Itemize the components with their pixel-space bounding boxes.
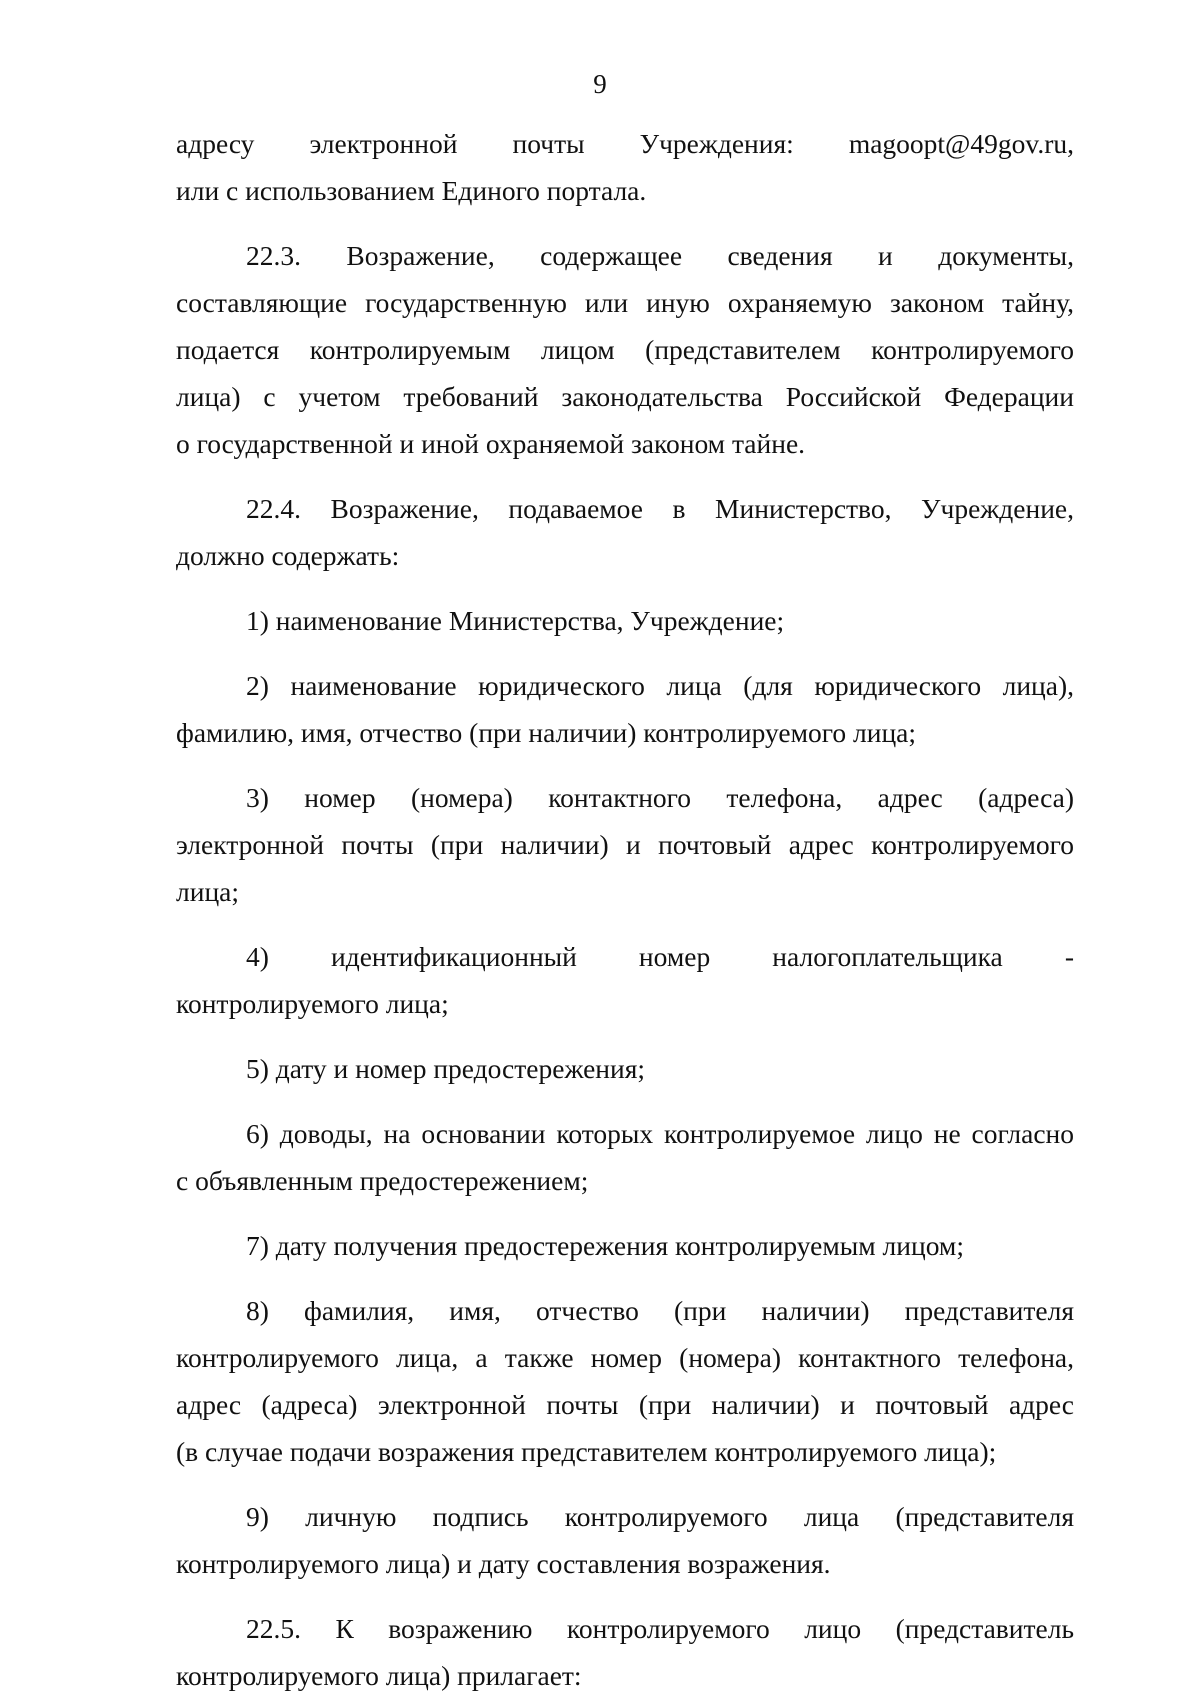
text-line: фамилию, имя, отчество (при наличии) контролируемого лица; [176,717,917,748]
text-line: 1) наименование Министерства, Учреждение; [246,605,785,636]
page-number: 9 [593,69,607,99]
paragraph-gap [176,467,1074,485]
text-line: 9) личную подпись контролируемого лица (представителя [246,1501,1074,1532]
text-line: лица) с учетом требований законодательства Российской Федерации [176,381,1074,412]
paragraph-gap [176,1092,1074,1110]
paragraph-gap [176,214,1074,232]
text-line: 4) идентификационный номер налогоплательщика - [246,941,1074,972]
text-line: (в случае подачи возражения представителем контролируемого лица); [176,1436,997,1467]
paragraph-gap [176,1027,1074,1045]
paragraph-gap [176,1587,1074,1605]
paragraph-gap [176,1204,1074,1222]
text-line: 22.5. К возражению контролируемого лицо (представитель [246,1613,1074,1644]
text-line: 22.3. Возражение, содержащее сведения и документы, [246,240,1074,271]
text-line: 3) номер (номера) контактного телефона, адрес (адреса) [246,782,1074,813]
text-line: адрес (адреса) электронной почты (при наличии) и почтовый адрес [176,1389,1074,1420]
text-line: контролируемого лица, а также номер (номера) контактного телефона, [176,1342,1074,1373]
paragraph-gap [176,579,1074,597]
text-line: подается контролируемым лицом (представителем контролируемого [176,334,1074,365]
paragraph-gap [176,756,1074,774]
text-line: лица; [176,876,240,907]
text-line: 8) фамилия, имя, отчество (при наличии) представителя [246,1295,1074,1326]
paragraph-gap [176,644,1074,662]
text-line: или с использованием Единого портала. [176,175,647,206]
text-line: 5) дату и номер предостережения; [246,1053,646,1084]
text-line: адресу электронной почты Учреждения: magoopt@49gov.ru, [176,128,1074,159]
text-line: с объявленным предостережением; [176,1165,589,1196]
text-line: контролируемого лица; [176,988,449,1019]
paragraph-gap [176,915,1074,933]
text-line: контролируемого лица) прилагает: [176,1660,582,1691]
text-line: составляющие государственную или иную охраняемую законом тайну, [176,287,1074,318]
text-line: электронной почты (при наличии) и почтовый адрес контролируемого [176,829,1074,860]
text-line: должно содержать: [176,540,400,571]
text-line: 6) доводы, на основании которых контролируемое лицо не согласно [246,1118,1074,1149]
text-line: 7) дату получения предостережения контролируемым лицом; [246,1230,964,1261]
text-line: контролируемого лица) и дату составления возражения. [176,1548,831,1579]
paragraph-gap [176,1475,1074,1493]
text-line: 22.4. Возражение, подаваемое в Министерство, Учреждение, [246,493,1074,524]
document-body [176,120,1074,1699]
text-line: 2) наименование юридического лица (для юридического лица), [246,670,1074,701]
paragraph-gap [176,1269,1074,1287]
text-line: о государственной и иной охраняемой законом тайне. [176,428,806,459]
